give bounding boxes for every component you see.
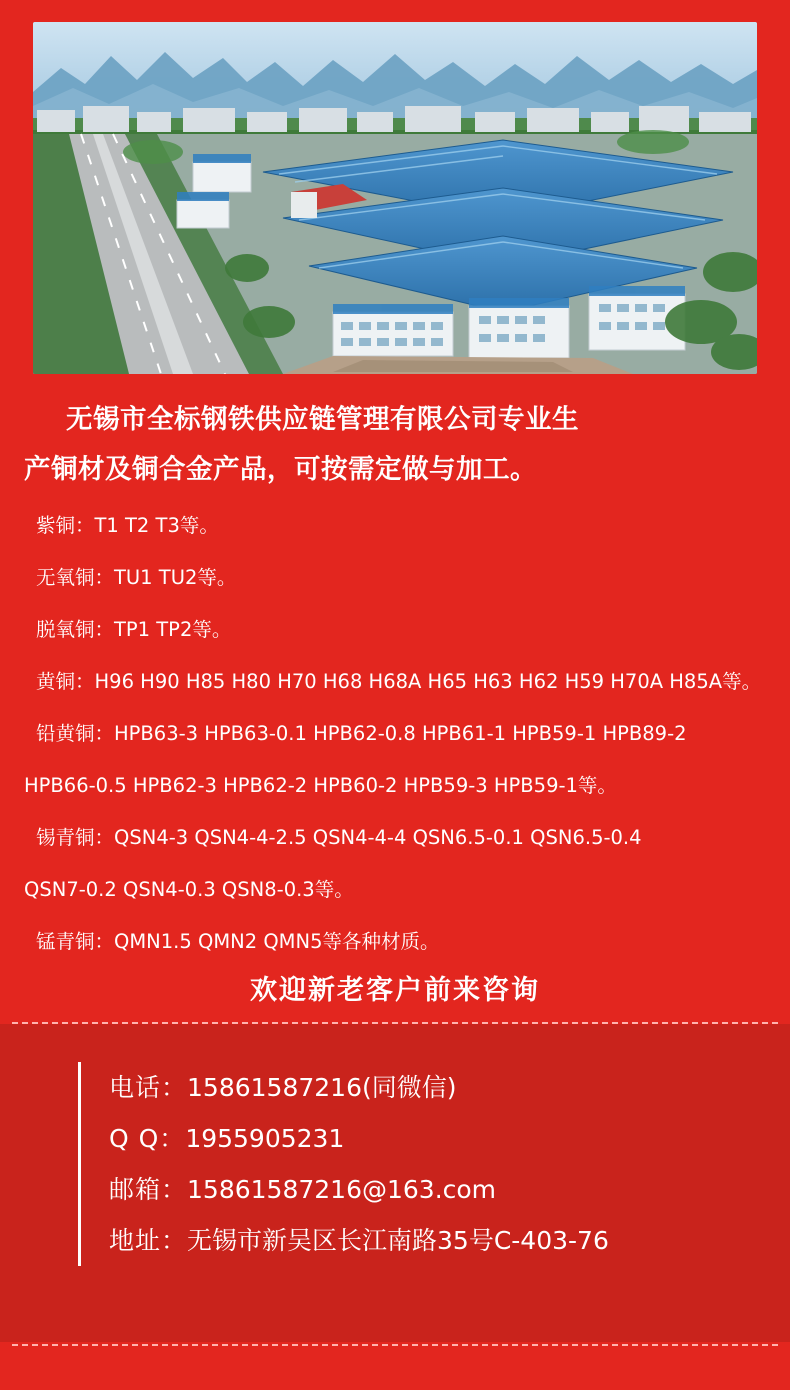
address-label: 地址： xyxy=(109,1226,188,1255)
email-label: 邮箱： xyxy=(109,1175,188,1204)
contact-row-email xyxy=(109,1164,768,1215)
company-intro xyxy=(24,395,766,495)
welcome-slogan: 欢迎新老客户前来咨询 xyxy=(250,975,540,1006)
email-value: 15861587216@163.com xyxy=(187,1175,497,1204)
spec-row-continued: QSN7-0.2 QSN4-0.3 QSN8-0.3等。 xyxy=(24,878,354,901)
phone-label: 电话： xyxy=(109,1073,188,1102)
contact-row-address xyxy=(109,1215,768,1266)
spec-row: 锰青铜：QMN1.5 QMN2 QMN5等各种材质。 xyxy=(36,930,440,953)
contact-row-phone xyxy=(109,1062,768,1113)
contact-info xyxy=(78,1062,768,1266)
spec-row: 无氧铜：TU1 TU2等。 xyxy=(36,566,237,589)
bottom-strip xyxy=(0,1346,790,1390)
address-value: 无锡市新吴区长江南路35号C-403-76 xyxy=(187,1226,609,1255)
factory-aerial-photo xyxy=(33,22,757,374)
spec-row: 锡青铜：QSN4-3 QSN4-4-2.5 QSN4-4-4 QSN6.5-0.1 QSN6.5-0.4 xyxy=(36,826,642,849)
spec-row-continued: HPB66-0.5 HPB62-3 HPB62-2 HPB60-2 HPB59-3 HPB59-1等。 xyxy=(24,774,617,797)
qq-label: Q Q： xyxy=(109,1124,186,1153)
spec-row: 紫铜：T1 T2 T3等。 xyxy=(36,514,219,537)
spec-row: 黄铜：H96 H90 H85 H80 H70 H68 H68A H65 H63 H62 H59 H70A H85A等。 xyxy=(36,670,762,693)
phone-value: 15861587216(同微信) xyxy=(187,1073,457,1102)
qq-value: 1955905231 xyxy=(185,1124,345,1153)
contact-row-qq xyxy=(109,1113,768,1164)
intro-line-2: 产铜材及铜合金产品，可按需定做与加工。 xyxy=(24,454,537,485)
spec-row: 铅黄铜：HPB63-3 HPB63-0.1 HPB62-0.8 HPB61-1 HPB59-1 HPB89-2 xyxy=(36,722,687,745)
spec-row: 脱氧铜：TP1 TP2等。 xyxy=(36,618,232,641)
product-spec-list xyxy=(24,500,769,968)
intro-line-1: 无锡市全标钢铁供应链管理有限公司专业生 xyxy=(66,404,579,435)
factory-illustration xyxy=(33,22,757,374)
